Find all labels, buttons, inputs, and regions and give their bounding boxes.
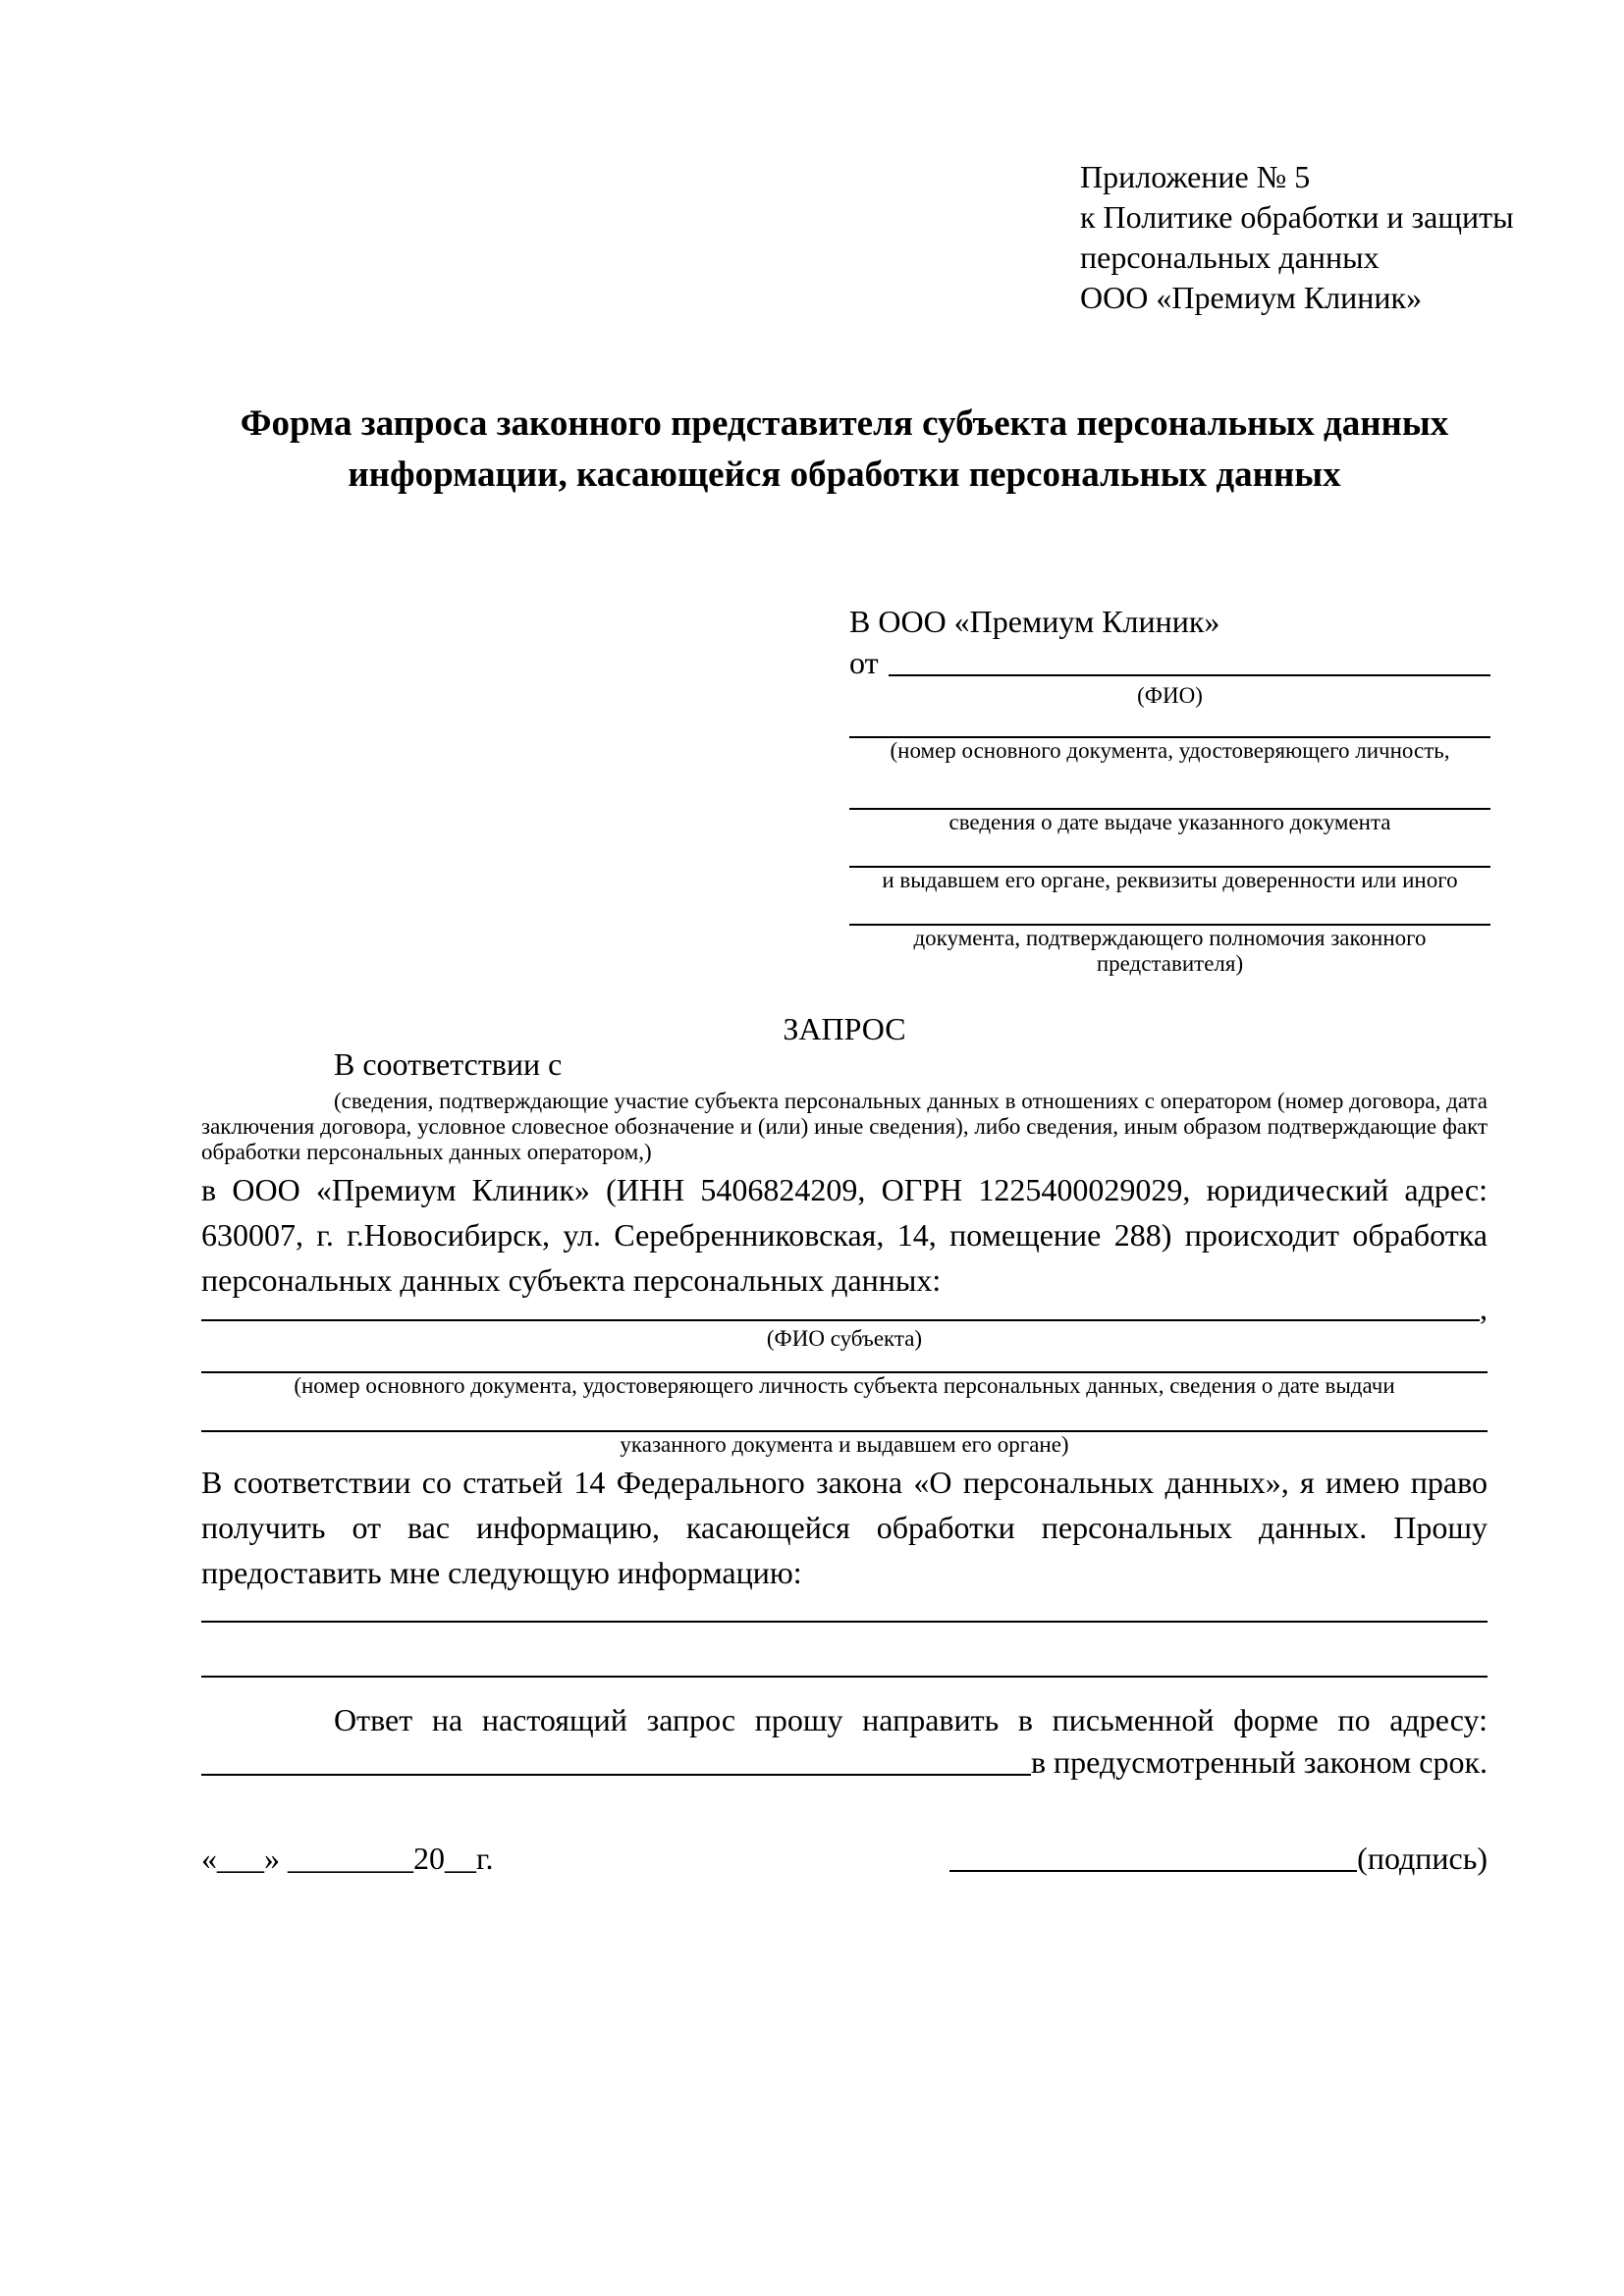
field-caption: (номер основного документа, удостоверяющего личность субъекта персональных данных, сведения о дате выдачи (294, 1373, 1395, 1398)
subject-doc-field (201, 1371, 1488, 1399)
document-title (201, 399, 1488, 501)
subject-fio-field-row (201, 1291, 1488, 1326)
date-line: «___» ________20__г. (201, 1841, 494, 1876)
intro-field-row (201, 1043, 1488, 1085)
from-label: от (849, 645, 879, 680)
signature-block (949, 1838, 1488, 1879)
reply-suffix: в предусмотренный законом срок. (1030, 1744, 1488, 1780)
doc-issuer-field (849, 866, 1490, 893)
reply-address-blank-line (201, 1742, 1031, 1776)
reply-paragraph: Ответ на настоящий запрос прошу направить в письменной форме по адресу: (334, 1702, 1488, 1737)
footer-row (201, 1838, 1488, 1879)
law-paragraph: В соответствии со статьей 14 Федерального закона «О персональных данных», я имею право получить от вас информацию, касающейся обработки персональных данных. Прошу предоставить мне следующую информацию: (201, 1465, 1488, 1590)
intro-label: В соответствии с (334, 1046, 563, 1082)
subject-fio-blank-line (201, 1291, 1480, 1321)
from-blank-line (889, 642, 1490, 676)
subject-comma: , (1480, 1291, 1488, 1326)
doc-issue-date-field (849, 808, 1490, 835)
doc-number-field (849, 736, 1490, 764)
info-blank-line (201, 1621, 1488, 1623)
appendix-line: ООО «Премиум Клиник» (1080, 280, 1423, 315)
signature-caption: (подпись) (1357, 1841, 1488, 1876)
field-caption: сведения о дате выдаче указанного документа (948, 810, 1391, 834)
paragraph-indent (201, 1043, 334, 1085)
intro-note: (сведения, подтверждающие участие субъекта персональных данных в отношениях с оператором (номер договора, дата заключения договора, условное словесное обозначение и (или) иные сведения), либо сведения, иным образом подтверждающие факт обработки персональных данных оператором,) (201, 1089, 1488, 1164)
addressee-block (849, 601, 1490, 977)
appendix-note (1080, 157, 1514, 318)
from-field-row (849, 642, 1490, 683)
field-caption: и выдавшем его органе, реквизиты доверенности или иного (882, 868, 1458, 892)
subject-fio-caption: (ФИО субъекта) (766, 1326, 923, 1351)
request-body (201, 1043, 1488, 1782)
title-line: Форма запроса законного представителя субъекта персональных данных (240, 403, 1449, 444)
signature-blank-line (949, 1838, 1357, 1872)
field-caption: указанного документа и выдавшем его органе) (620, 1432, 1069, 1457)
subject-doc-issuer-field (201, 1430, 1488, 1458)
addressee-to: В ООО «Премиум Клиник» (849, 604, 1220, 639)
reply-address-field-row (201, 1742, 1488, 1782)
appendix-line: персональных данных (1080, 240, 1380, 275)
field-caption: (номер основного документа, удостоверяющего личность, (890, 738, 1450, 763)
info-blank-line (201, 1676, 1488, 1678)
doc-authority-field (849, 924, 1490, 977)
appendix-line: Приложение № 5 (1080, 159, 1311, 194)
field-caption: документа, подтверждающего полномочия законного представителя) (913, 926, 1427, 976)
request-heading: ЗАПРОС (783, 1011, 906, 1046)
fio-caption: (ФИО) (1137, 683, 1203, 708)
operator-paragraph: в ООО «Премиум Клиник» (ИНН 5406824209, ОГРН 1225400029029, юридический адрес: 630007, г. г.Новосибирск, ул. Серебренниковская, 14, помещение 288) происходит обработка персональных данных субъекта персональных данных: (201, 1172, 1488, 1298)
title-line: информации, касающейся обработки персональных данных (348, 454, 1341, 495)
appendix-line: к Политике обработки и защиты (1080, 199, 1514, 235)
